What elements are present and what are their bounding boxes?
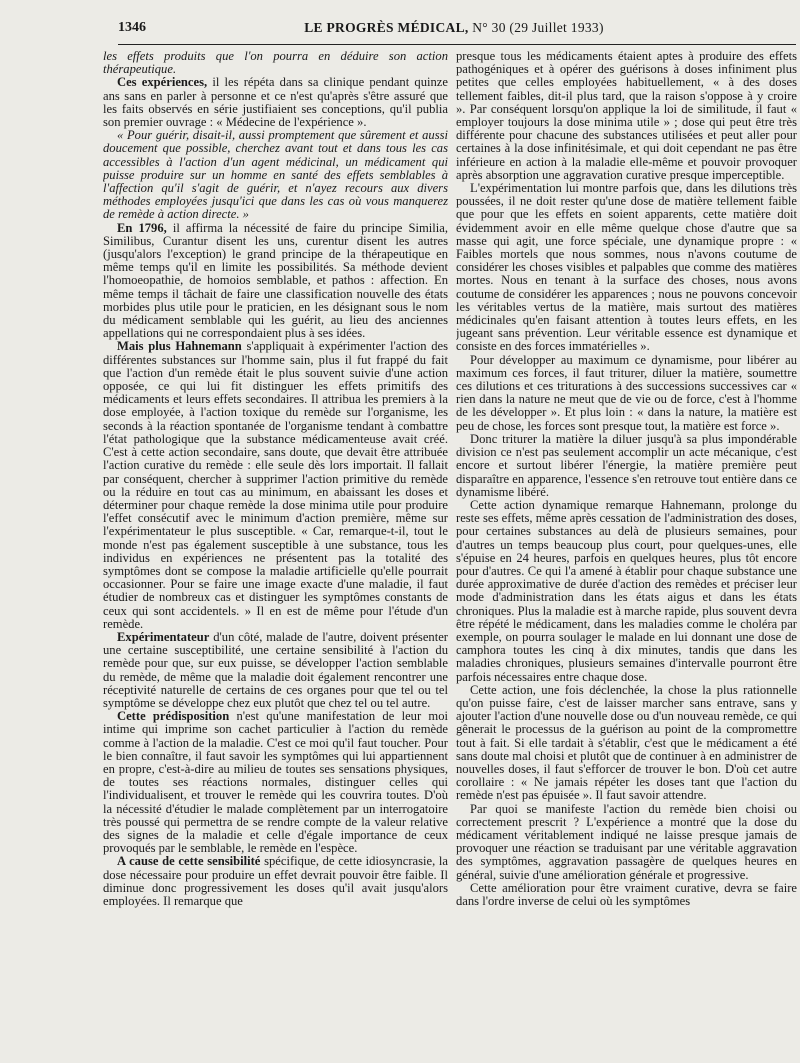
paragraph-text: s'appliquait à expérimenter l'action des différentes substances sur l'homme sain, plus il fut frappé du fait que l'action d'un remède était le plus souvent suivie d'une action opposée, ce qui lui fit distinguer les effets primitifs des médicaments et leurs effets secondaires. Il attribua les premiers à la dose employée, à l'action toxique du remède sur l'organisme, les seconds à la réaction spontanée de l'organisme tendant à combattre l'état pathologique que la substance médicamenteuse avait créé. C'est à cette action secondaire, sans doute, que devait être attribuée l'action curative du remède : elle seule dès lors importait. Il fallait par conséquent, chercher à supprimer l'action primitive du remède ou la réduire en tout cas au minimum, en abaissant les doses et déterminer pour chaque remède la dose minima utile pour produire l'effet consécutif avec le minimum d'action première, même sur l'expérimentateur le plus susceptible. « Car, remarque-t-il, tout le monde n'est pas également susceptible à une substance, tous les individus en expériences ne présentent pas la totalité des symptômes dont se compose la maladie artificielle qu'elle pourrait occasionner. Pour se faire une image exacte d'une maladie, il faut étudier de nombreux cas et distinguer les symptômes constants de ceux qui sont accidentels. » Il en est de même pour l'étude d'un remède.	[103, 339, 448, 631]
paragraph-text: n'est qu'une manifestation de leur moi intime qui imprime son cachet particulier à l'action du remède comme à l'action de la maladie. C'est ce moi qu'il faut toucher. Pour le bien connaître, il faut savoir les symptômes qui lui appartiennent en propre, c'est-à-dire au milieu de toutes ses sensations physiques, de toutes ses réactions normales, distinguer celles qui l'individualisent, et trouver le remède qui les couvrira toutes. D'où la nécessité d'étudier le malade complètement par un interrogatoire très poussé qui permettra de se rendre compte de la valeur relative des signes de la maladie et celle d'égale importance de ceux provoqués par le semblable, le remède en l'espèce.	[103, 709, 448, 856]
paragraph	[103, 710, 448, 855]
paragraph	[103, 631, 448, 710]
paragraph	[103, 340, 448, 630]
paragraph	[456, 182, 797, 354]
journal-title: LE PROGRÈS MÉDICAL,	[304, 20, 469, 35]
paragraph	[456, 499, 797, 684]
running-title	[118, 14, 790, 42]
paragraph-text: « Pour guérir, disait-il, aussi promptement que sûrement et aussi doucement que possible, cherchez avant tout et dans tous les cas accessibles à l'action d'un agent médicinal, un médicament qui puisse produire sur un homme en santé des effets semblables à l'affection qu'il s'agit de guérir, et n'ayez recours aux divers méthodes employées jusqu'ici que dans les cas où vous manquerez de remède à action directe. »	[103, 128, 448, 222]
paragraph	[456, 50, 797, 182]
paragraph-lead: Mais plus Hahnemann	[117, 339, 242, 354]
paragraph-lead: Cette prédisposition	[117, 709, 230, 724]
paragraph-text: d'un côté, malade de l'autre, doivent présenter une certaine susceptibilité, une certaine sensibilité à l'action du remède pour que, sur eux puisse, se développer l'action semblable du remède, de même que la maladie doit également rencontrer une réceptivité naturelle de certains de ces organes pour que tel ou tel symptôme se développe chez eux plutôt que chez tel ou tel autre.	[103, 629, 448, 710]
paragraph	[456, 684, 797, 803]
paragraph	[103, 129, 448, 221]
paragraph-text: presque tous les médicaments étaient aptes à produire des effets pathogéniques et à opérer des guérisons à doses infiniment plus petites que celles employées habituellement, « à des doses tellement faibles, dit-il plus tard, que la raison s'oppose à y croire ». Par conséquent lorsqu'on applique la loi de similitude, il faut « employer toujours la dose minima utile » ; dose qui peut être très différente pour chacune des substances utilisées et peut aller pour certaines à la dose infinitésimale, et qui doit cependant ne pas être inférieure en action à la maladie elle-même et pouvoir provoquer après absorption une aggravation curative presque imperceptible.	[456, 50, 797, 182]
paragraph-text: il affirma la nécessité de faire du principe Similia, Similibus, Curantur disent les uns, curentur disent les autres (jusqu'alors l'exception) le grand principe de la thérapeutique en même temps qu'il en limite les possibilités. Sa méthode devient l'homoeopathie, de homoios semblable, et pathos : affection. En même temps il tâchait de faire une classification nouvelle des états morbides plus utile pour le praticien, en les désignant sous le nom du médicament semblable qui les guérit, au lieu des anciennes appellations qui ne correspondaient plus à ses idées.	[103, 220, 448, 341]
left-column	[103, 50, 448, 1058]
paragraph-text: Pour développer au maximum ce dynamisme, pour libérer au maximum ces forces, il faut triturer, diluer la matière, soumettre ces dilutions et ces triturations à des successions successives car « rien dans la nature ne meut que de vie ou de force, c'est à l'homme de les développer ». Et plus loin : « dans la nature, la matière est peu de chose, les forces sont presque tout, la matière est force ».	[456, 352, 797, 433]
paragraph	[103, 222, 448, 341]
paragraph-text: Cette action, une fois déclenchée, la chose la plus rationnelle qu'on puisse faire, c'est de laisser marcher sans entrave, sans y ajouter l'action d'une nouvelle dose ou d'un nouveau remède, ce qui gênerait le processus de la guérison au point de la compromettre tout à fait. Si elle tardait à s'établir, c'est que le médicament a été sans doute mal choisi et plutôt que de continuer à en administrer de nouvelles doses, il faut s'efforcer de trouver le bon. D'où cet autre corollaire : « Ne jamais répéter les doses tant que l'action du remède n'est pas épuisée ». Il faut savoir attendre.	[456, 682, 797, 803]
paragraph	[456, 803, 797, 882]
paragraph	[103, 855, 448, 908]
paragraph-text: les effets produits que l'on pourra en déduire son action thérapeutique.	[103, 50, 448, 77]
paragraph-text: Cette amélioration pour être vraiment curative, devra se faire dans l'ordre inverse de celui où les symptômes	[456, 880, 797, 908]
paragraph	[103, 50, 448, 76]
paragraph-lead: En 1796,	[117, 220, 167, 235]
paragraph-lead: Expérimentateur	[117, 629, 210, 644]
paragraph-text: L'expérimentation lui montre parfois que, dans les dilutions très poussées, il ne doit rester qu'une dose de matière tellement faible que pour que les effets en soient apparents, cette matière doit évidemment avoir en elle même quelque chose d'autre que sa masse qui agit, une force spéciale, une dynamique propre : « Faibles mortels que nous sommes, nous n'avons coutume de considérer les choses visibles et palpables que comme des matières mortes. Nous en tenant à la surface des choses, nous avons coutume de considérer les apparences ; nous ne pouvons concevoir les véritables vertus de la matière, mais surtout des matières médicinales qu'en faisant attention à toutes leurs effets, en les jugeant sans prévention. Leur véritable essence est dynamique et consiste en des forces immatérielles ».	[456, 181, 797, 354]
right-column	[456, 50, 797, 1058]
paragraph	[456, 882, 797, 908]
page-number: 1346	[118, 20, 146, 35]
paragraph	[103, 76, 448, 129]
paragraph-text: Par quoi se manifeste l'action du remède bien choisi ou correctement prescrit ? L'expérience a montré que la dose du médicament véritablement indiqué ne laisse presque jamais de provoquer une réaction se traduisant par une véritable aggravation des symptômes, aggravation passagère de quelques heures en général, suivie d'une amélioration générale et progressive.	[456, 801, 797, 882]
issue-info: N° 30 (29 Juillet 1933)	[468, 20, 604, 35]
paragraph-text: Donc triturer la matière la diluer jusqu'à sa plus impondérable division ce n'est pas seulement accomplir un acte mécanique, c'est encore et surtout libérer l'énergie, la matière première peut disparaître en apparence, l'essence s'en retrouve tout entière dans ce dynamisme libéré.	[456, 431, 797, 499]
paragraph-text: spécifique, de cette idiosyncrasie, la dose nécessaire pour produire un effet devrait pouvoir être faible. Il diminue donc progressivement les doses qu'il avait jusqu'alors employées. Il remarque que	[103, 854, 448, 908]
header-rule	[118, 44, 796, 45]
paragraph-text: Cette action dynamique remarque Hahnemann, prolonge du reste ses effets, même après cessation de l'administration des doses, pour certaines substances au delà de plusieurs semaines, pour d'autres un temps beaucoup plus court, pour quelques-unes, elle s'épuise en 24 heures, parfois en quelques heures, plus tôt encore pour d'autres. Ce qui l'a amené à établir pour chaque substance une durée approximative de durée d'action des remèdes et préciser leur mode d'administration dans les états aigus et dans les états chroniques. Plus la maladie est à marche rapide, plus souvent devra être répété le médicament, dans les maladies comme le choléra par exemple, on pourra soulager le malade en lui donnant une dose de camphora toutes les cinq à dix minutes, tandis que dans les maladies chroniques, plusieurs semaines d'intervalle pourront être parfois nécessaires entre chaque dose.	[456, 497, 797, 684]
paragraph-lead: A cause de cette sensibilité	[117, 854, 261, 869]
paragraph	[456, 354, 797, 433]
paragraph-lead: Ces expériences,	[117, 75, 208, 90]
paragraph	[456, 433, 797, 499]
paragraph-text: il les répéta dans sa clinique pendant quinze ans sans en parler à personne et ce n'est qu'après s'être assuré que les faits observés en série justifiaient ses conceptions, qu'il publia son premier ouvrage : « Médecine de l'expérience ».	[103, 75, 448, 130]
page-header	[118, 14, 790, 42]
